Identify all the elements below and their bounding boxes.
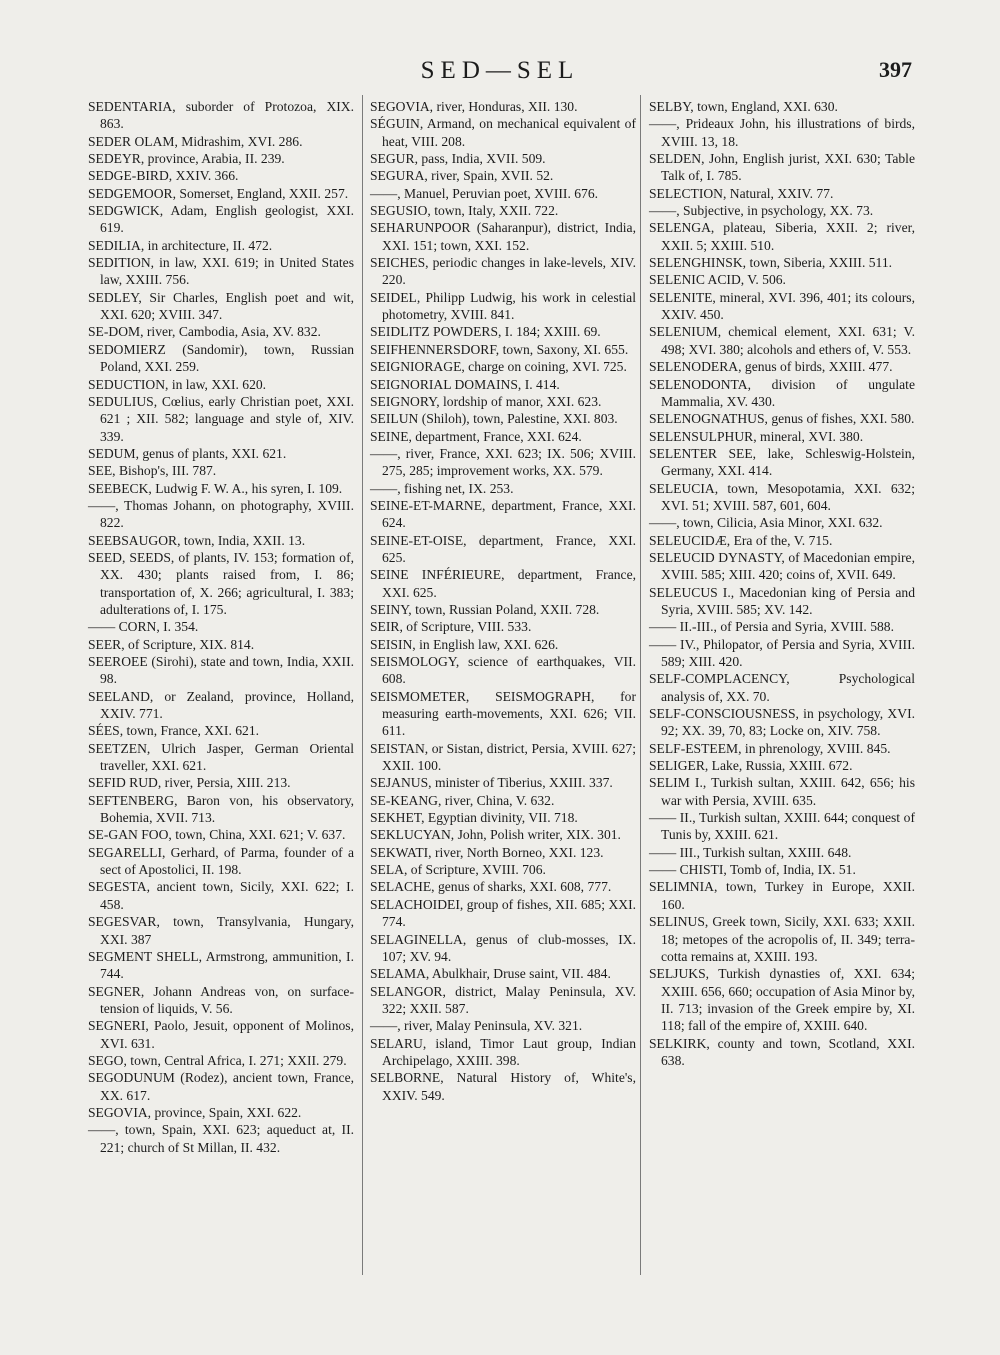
column-divider [640,95,641,1275]
index-entry: SE-DOM, river, Cambodia, Asia, XV. 832. [88,324,321,340]
index-entry: SEDENTARIA, suborder of Protozoa, XIX. 863. [88,99,354,132]
index-entry: SELF-CONSCIOUSNESS, in psychology, XVI. 92; XX. 39, 70, 83; Locke on, XIV. 758. [649,706,915,739]
index-entry: SEEBECK, Ludwig F. W. A., his syren, I. 109. [88,480,343,496]
index-entry: SEGUSIO, town, Italy, XXII. 722. [370,203,559,219]
index-entry: SEGARELLI, Gerhard, of Parma, founder of a sect of Apostolici, II. 198. [88,844,354,878]
page-number: 397 [879,57,912,82]
index-entry: SEGNER, Johann Andreas von, on surface-tension of liquids, V. 56. [88,983,354,1016]
index-entry: ——, river, Malay Peninsula, XV. 321. [370,1018,583,1034]
index-entry: SELECTION, Natural, XXIV. 77. [649,185,834,201]
index-entry: SEILUN (Shiloh), town, Palestine, XXI. 803. [370,411,618,427]
index-entry: ——, Manuel, Peruvian poet, XVIII. 676. [370,185,599,201]
index-entry: SEER, of Scripture, XIX. 814. [88,636,255,652]
index-entry: SELENSULPHUR, mineral, XVI. 380. [649,428,864,444]
index-entry: SEINY, town, Russian Poland, XXII. 728. [370,601,600,617]
index-entry: SEDGWICK, Adam, English geologist, XXI. 619. [88,203,354,236]
index-entry: SELENIUM, chemical element, XXI. 631; V. 498; XVI. 380; alcohols and ethers of, V. 553. [649,324,915,357]
index-entry: SELEUCUS I., Macedonian king of Persia and Syria, XVIII. 585; XV. 142. [649,584,915,617]
index-entry: SEDEYR, province, Arabia, II. 239. [88,151,285,167]
index-entry: SEGOVIA, river, Honduras, XII. 130. [370,99,578,114]
index-entry: SELACHE, genus of sharks, XXI. 608, 777. [370,879,612,895]
index-entry: SEDUM, genus of plants, XXI. 621. [88,445,287,461]
index-entry: SELENIC ACID, V. 506. [649,272,786,288]
index-entry: SEIFHENNERSDORF, town, Saxony, XI. 655. [370,341,629,357]
index-entry: SEIDEL, Philipp Ludwig, his work in celestial photometry, XVIII. 841. [370,289,636,323]
index-entry: SEGESTA, ancient town, Sicily, XXI. 622; I. 458. [88,879,354,912]
index-entry: —— III., Turkish sultan, XXIII. 648. [649,844,852,860]
index-entry: SELDEN, John, English jurist, XXI. 630; Table Talk of, I. 785. [649,151,915,184]
index-entry: SEE, Bishop's, III. 787. [88,463,217,479]
index-entry: SEGODUNUM (Rodez), ancient town, France, XX. 617. [88,1070,354,1103]
index-entry: SEISTAN, or Sistan, district, Persia, XVIII. 627; XXII. 100. [370,740,636,774]
index-entry: SEDULIUS, Cœlius, early Christian poet, XXI. 621 ; XII. 582; language and style of, XIV. 339. [88,393,354,444]
index-entry: SEIDLITZ POWDERS, I. 184; XXIII. 69. [370,324,601,340]
index-entry: SEINE-ET-OISE, department, France, XXI. 625. [370,532,636,565]
index-entry: SEINE INFÉRIEURE, department, France, XXI. 625. [370,567,636,600]
index-entry: SEDUCTION, in law, XXI. 620. [88,376,267,392]
index-entry: ——, town, Cilicia, Asia Minor, XXI. 632. [649,515,883,531]
index-entry: SEGUR, pass, India, XVII. 509. [370,151,546,167]
index-entry: SEIGNORIAL DOMAINS, I. 414. [370,376,560,392]
index-entry: SEINE, department, France, XXI. 624. [370,428,582,444]
index-entry: SELENGHINSK, town, Siberia, XXIII. 511. [649,255,893,271]
index-entry: SEFID RUD, river, Persia, XIII. 213. [88,775,291,791]
index-entry: SEEBSAUGOR, town, India, XXII. 13. [88,532,306,548]
index-entry: SEDGEMOOR, Somerset, England, XXII. 257. [88,185,349,201]
index-entry: SELIMNIA, town, Turkey in Europe, XXII. 160. [649,879,915,912]
index-entry: SEDGE-BIRD, XXIV. 366. [88,168,239,184]
index-entry: —— II.-III., of Persia and Syria, XVIII. 588. [649,619,894,635]
index-entry: ——, Thomas Johann, on photography, XVIII. 822. [88,497,354,531]
index-entry: SE-KEANG, river, China, V. 632. [370,792,555,808]
index-entry: ——, Subjective, in psychology, XX. 73. [649,203,874,219]
index-entry: SEGNERI, Paolo, Jesuit, opponent of Molinos, XVI. 631. [88,1018,354,1051]
index-entry: SELEUCID DYNASTY, of Macedonian empire, XVIII. 585; XIII. 420; coins of, XVII. 649. [649,549,915,583]
index-entry: SELENOGNATHUS, genus of fishes, XXI. 580. [649,411,915,427]
index-entry: SEFTENBERG, Baron von, his observatory, Bohemia, XVII. 713. [88,792,354,826]
index-entry: SEGESVAR, town, Transylvania, Hungary, XXI. 387 [88,914,354,947]
index-entry: SELENITE, mineral, XVI. 396, 401; its colours, XXIV. 450. [649,289,915,323]
index-entry: SEDITION, in law, XXI. 619; in United States law, XXIII. 756. [88,255,354,288]
index-entry: —— II., Turkish sultan, XXIII. 644; conquest of Tunis by, XXIII. 621. [649,810,915,843]
index-entry: SELBORNE, Natural History of, White's, XXIV. 549. [370,1070,636,1103]
index-entry: SEGOVIA, province, Spain, XXI. 622. [88,1104,302,1120]
index-entry: SELENGA, plateau, Siberia, XXII. 2; river, XXII. 5; XXIII. 510. [649,220,915,253]
index-entry: SELEUCIA, town, Mesopotamia, XXI. 632; XVI. 51; XVIII. 587, 601, 604. [649,480,915,513]
page-header-title: SED—SEL [420,57,580,84]
index-entry: SEICHES, periodic changes in lake-levels, XIV. 220. [370,255,636,288]
index-entry: SEINE-ET-MARNE, department, France, XXI. 624. [370,497,636,531]
index-entry: SELAGINELLA, genus of club-mosses, IX. 107; XV. 94. [370,931,636,964]
index-entry: SEISIN, in English law, XXI. 626. [370,636,559,652]
index-entry: SEETZEN, Ulrich Jasper, German Oriental traveller, XXI. 621. [88,740,354,774]
index-entry: SEDER OLAM, Midrashim, XVI. 286. [88,133,303,149]
index-column-2 [370,98,636,1104]
index-entry: SELA, of Scripture, XVIII. 706. [370,862,546,878]
index-entry: SEELAND, or Zealand, province, Holland, XXIV. 771. [88,688,354,722]
index-entry: SELEUCIDÆ, Era of the, V. 715. [649,532,833,548]
index-entry: SELENTER SEE, lake, Schleswig-Holstein, Germany, XXI. 414. [649,445,915,479]
index-entry: SEDOMIERZ (Sandomir), town, Russian Poland, XXI. 259. [88,341,354,375]
index-entry: SEIGNIORAGE, charge on coining, XVI. 725. [370,359,627,375]
index-entry: SEGURA, river, Spain, XVII. 52. [370,168,554,184]
index-entry: SELBY, town, England, XXI. 630. [649,99,838,114]
index-column-3 [649,98,915,1069]
index-entry: SELACHOIDEI, group of fishes, XII. 685; XXI. 774. [370,896,636,930]
index-entry: SELF-ESTEEM, in phrenology, XVIII. 845. [649,740,891,756]
index-entry: SEIGNORY, lordship of manor, XXI. 623. [370,393,602,409]
index-entry: SEIR, of Scripture, VIII. 533. [370,619,532,635]
index-entry: SELARU, island, Timor Laut group, Indian Archipelago, XXIII. 398. [370,1035,636,1068]
index-entry: SELIM I., Turkish sultan, XXIII. 642, 656; his war with Persia, XVIII. 635. [649,775,915,808]
index-entry: SELAMA, Abulkhair, Druse saint, VII. 484. [370,966,611,982]
index-entry: SÉGUIN, Armand, on mechanical equivalent of heat, VIII. 208. [370,116,636,149]
index-entry: SEED, SEEDS, of plants, IV. 153; formation of, XX. 430; plants raised from, I. 86; transportation of, X. 266; agricultural, I. 383; adulterations of, I. 175. [88,549,354,617]
index-entry: SELINUS, Greek town, Sicily, XXI. 633; XXII. 18; metopes of the acropolis of, II. 349; terra-cotta remains at, XXIII. 193. [649,914,915,964]
index-entry: SELENODERA, genus of birds, XXIII. 477. [649,359,893,375]
index-entry: SELF-COMPLACENCY, Psychological analysis of, XX. 70. [649,671,915,704]
index-entry: ——, town, Spain, XXI. 623; aqueduct at, II. 221; church of St Millan, II. 432. [88,1122,354,1155]
index-entry: SELJUKS, Turkish dynasties of, XXI. 634; XXIII. 656, 660; occupation of Asia Minor by, II. 713; invasion of the Greek empire by, XI. 118; fall of the empire of, XXIII. 640. [649,966,915,1034]
index-entry: ——, river, France, XXI. 623; IX. 506; XVIII. 275, 285; improvement works, XX. 579. [370,445,636,479]
index-entry: SEDLEY, Sir Charles, English poet and wit, XXI. 620; XVIII. 347. [88,289,354,323]
index-entry: SEISMOLOGY, science of earthquakes, VII. 608. [370,654,636,687]
index-column-1 [88,98,354,1156]
index-entry: SEKWATI, river, North Borneo, XXI. 123. [370,844,604,860]
index-entry: ——, Prideaux John, his illustrations of birds, XVIII. 13, 18. [649,116,915,149]
index-entry: SEKHET, Egyptian divinity, VII. 718. [370,810,578,826]
index-entry: SELIGER, Lake, Russia, XXIII. 672. [649,758,853,774]
index-entry: —— IV., Philopator, of Persia and Syria, XVIII. 589; XIII. 420. [649,636,915,669]
index-entry: SEHARUNPOOR (Saharanpur), district, India, XXI. 151; town, XXI. 152. [370,220,636,253]
index-entry: SELKIRK, county and town, Scotland, XXI. 638. [649,1035,915,1068]
index-entry: SEISMOMETER, SEISMOGRAPH, for measuring earth-movements, XXI. 626; VII. 611. [370,688,636,739]
index-entry: SEGO, town, Central Africa, I. 271; XXII. 279. [88,1052,347,1068]
index-entry: —— CORN, I. 354. [88,619,199,635]
index-entry: SEKLUCYAN, John, Polish writer, XIX. 301. [370,827,621,843]
column-divider [362,95,363,1275]
index-entry: —— CHISTI, Tomb of, India, IX. 51. [649,862,856,878]
index-entry: SE-GAN FOO, town, China, XXI. 621; V. 637. [88,827,346,843]
index-entry: SÉES, town, France, XXI. 621. [88,723,260,739]
index-entry: SEEROEE (Sirohi), state and town, India, XXII. 98. [88,654,354,687]
index-entry: SEJANUS, minister of Tiberius, XXIII. 337. [370,775,613,791]
index-entry: ——, fishing net, IX. 253. [370,480,514,496]
index-entry: SELANGOR, district, Malay Peninsula, XV. 322; XXII. 587. [370,983,636,1016]
index-entry: SEGMENT SHELL, Armstrong, ammunition, I. 744. [88,948,354,982]
index-entry: SEDILIA, in architecture, II. 472. [88,237,273,253]
index-entry: SELENODONTA, division of ungulate Mammalia, XV. 430. [649,376,915,409]
